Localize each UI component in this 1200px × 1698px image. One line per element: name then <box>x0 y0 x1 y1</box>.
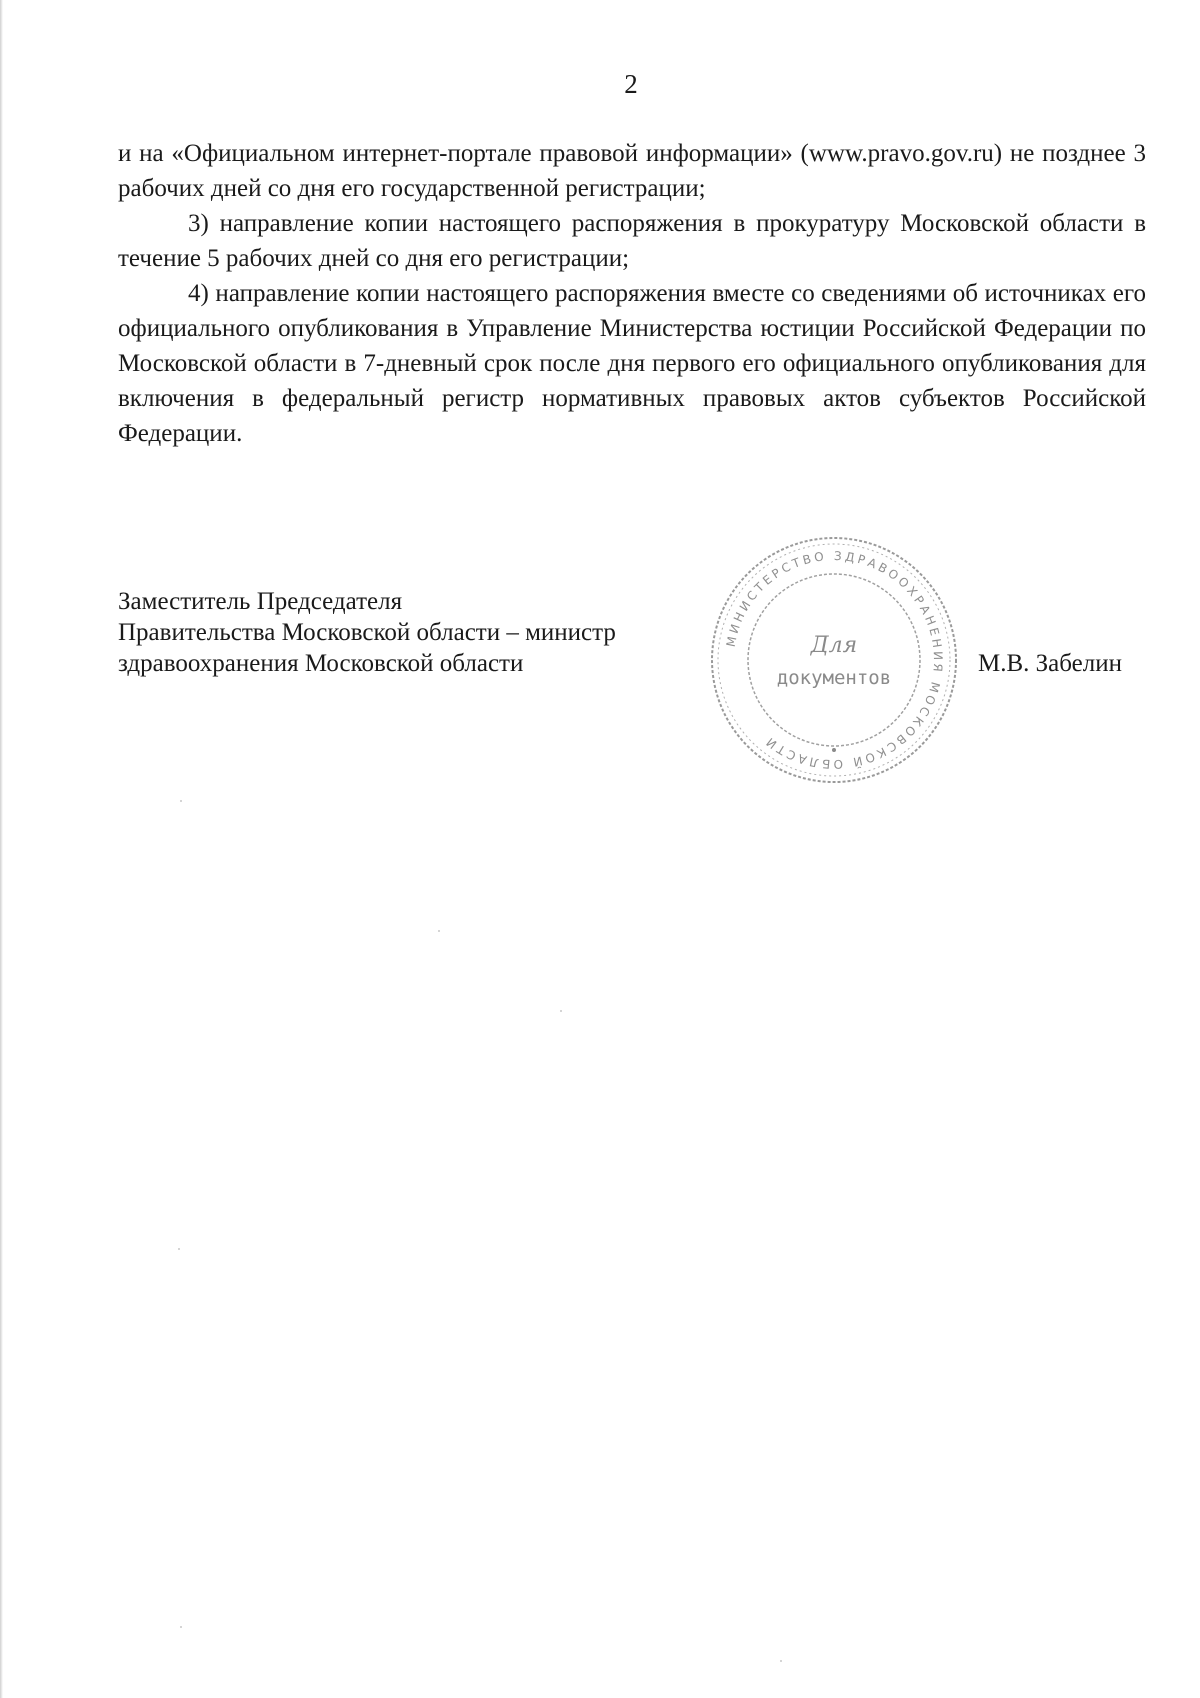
signatory-name: М.В. Забелин <box>978 650 1122 677</box>
seal-star-dot <box>832 748 836 752</box>
document-body <box>118 136 1146 451</box>
paragraph-item-3: 3) направление копии настоящего распоряжения в прокуратуру Московской области в течение 5 рабочих дней со дня его регистрации; <box>118 210 1146 272</box>
scan-speck <box>180 1626 182 1628</box>
signatory-position <box>118 586 616 679</box>
seal-ring-text: МИНИСТЕРСТВО ЗДРАВООХРАНЕНИЯ МОСКОВСКОЙ ОБЛАСТИ <box>723 548 946 772</box>
scan-speck <box>560 1010 562 1012</box>
seal-graphic <box>704 530 964 790</box>
scan-speck <box>780 1660 782 1662</box>
official-seal <box>704 530 964 790</box>
scan-speck <box>180 800 182 802</box>
signatory-position-line: здравоохранения Московской области <box>118 650 524 677</box>
page-number: 2 <box>624 69 638 99</box>
signatory-position-line: Правительства Московской области – министр <box>118 619 616 646</box>
seal-center-text: документов <box>776 667 892 689</box>
scan-speck <box>178 1248 180 1250</box>
paragraph-item-4: 4) направление копии настоящего распоряжения вместе со сведениями об источниках его официального опубликования в Управление Министерства юстиции Российской Федерации по Московской области в 7-дневный срок после дня первого его официального опубликования для включения в федеральный регистр нормативных правовых актов субъектов Российской Федерации. <box>118 280 1146 447</box>
scan-edge <box>0 0 3 1698</box>
seal-center-text: Для <box>810 633 858 658</box>
paragraph-continuation: и на «Официальном интернет-портале правовой информации» (www.pravo.gov.ru) не позднее 3 рабочих дней со дня его государственной регистрации; <box>118 140 1146 202</box>
scan-speck <box>438 930 440 932</box>
signatory-position-line: Заместитель Председателя <box>118 588 403 615</box>
